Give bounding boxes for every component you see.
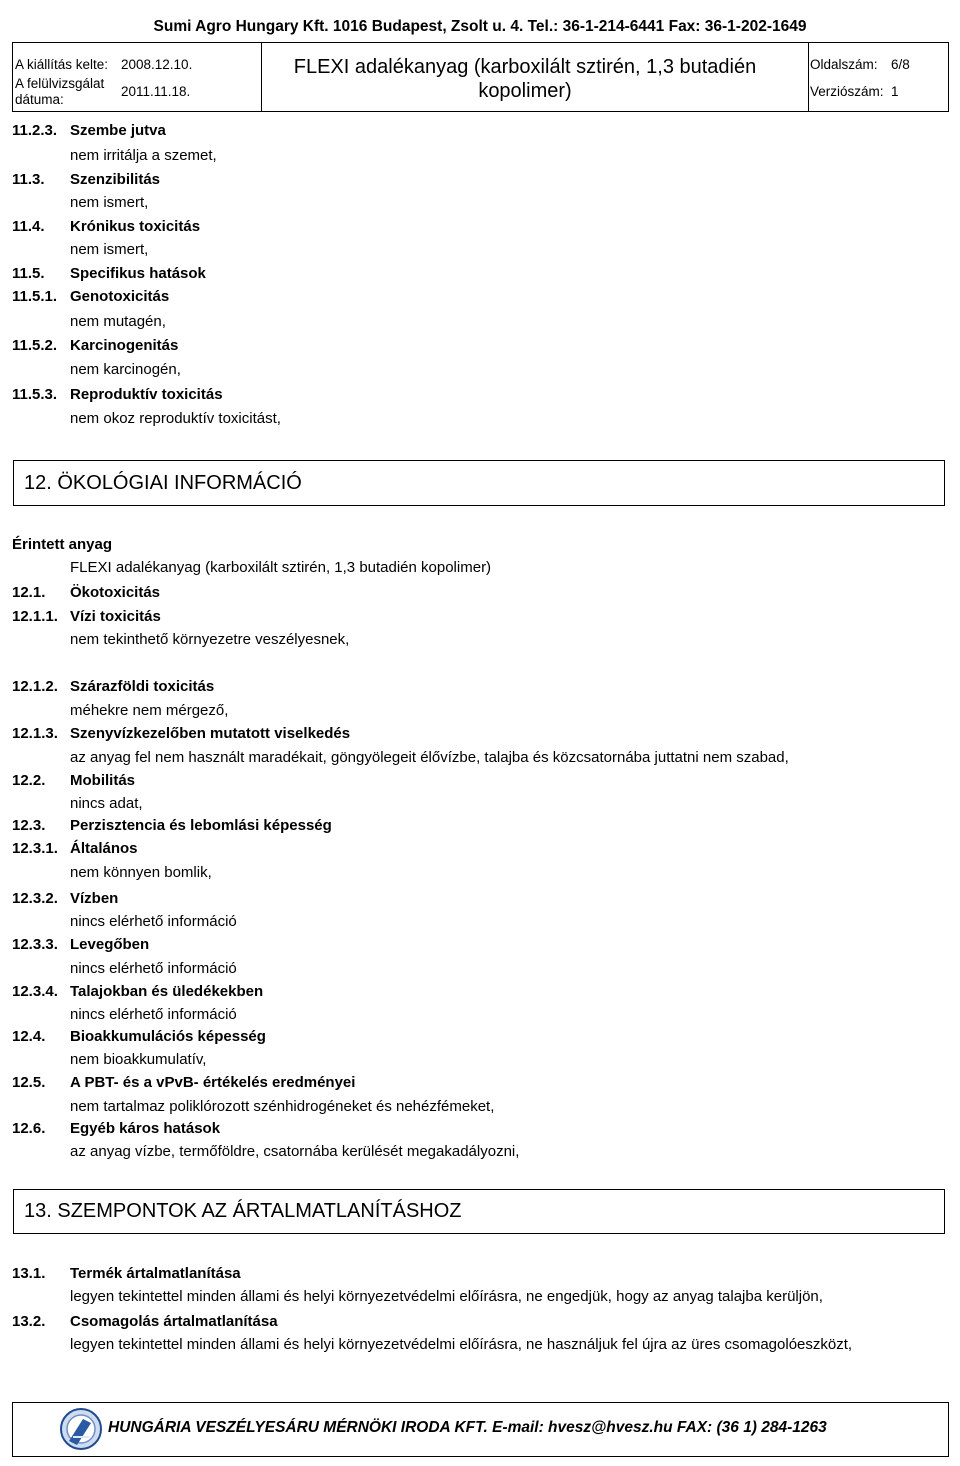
item-12-5	[12, 1073, 355, 1093]
item-number: 12.5.	[12, 1074, 46, 1091]
item-text: nem tekinthető környezetre veszélyesnek,	[70, 631, 350, 648]
item-12-1-3	[12, 724, 350, 744]
item-number: 12.2.	[12, 772, 46, 789]
item-12-2	[12, 771, 135, 791]
item-title: Vízi toxicitás	[70, 608, 161, 625]
item-title: Szembe jutva	[70, 122, 166, 139]
item-text: nincs adat,	[70, 795, 143, 812]
item-text: az anyag vízbe, termőföldre, csatornába kerülését megakadályozni,	[70, 1143, 520, 1160]
issue-date: 2008.12.10.	[121, 57, 193, 72]
header-divider	[808, 43, 809, 111]
item-title: Karcinogenitás	[70, 337, 179, 354]
item-12-3	[12, 816, 332, 836]
hvesz-logo-icon	[59, 1407, 103, 1456]
document-header	[12, 42, 949, 112]
version-label: Verziószám:	[810, 84, 884, 99]
item-number: 12.6.	[12, 1120, 46, 1137]
review-date: 2011.11.18.	[121, 84, 191, 99]
item-title: Csomagolás ártalmatlanítása	[70, 1313, 278, 1330]
product-title-line1: FLEXI adalékanyag (karboxilált sztirén, 1,3 butadién	[293, 56, 757, 78]
item-text: legyen tekintettel minden állami és helyi környezetvédelmi előírásra, ne engedjük, hogy az anyag talajba kerüljön,	[70, 1288, 823, 1305]
item-text: nem mutagén,	[70, 313, 166, 330]
item-number: 13.2.	[12, 1313, 46, 1330]
item-11-2-3	[12, 121, 166, 141]
item-11-5	[12, 264, 206, 284]
item-text: méhekre nem mérgező,	[70, 702, 229, 719]
item-number: 11.5.	[12, 265, 45, 282]
item-title: Levegőben	[70, 936, 150, 953]
item-11-5-1	[12, 287, 169, 307]
section-heading-13: 13. SZEMPONTOK AZ ÁRTALMATLANÍTÁSHOZ	[13, 1189, 945, 1234]
product-title-line2: kopolimer)	[478, 80, 572, 102]
item-number: 12.1.2.	[12, 678, 58, 695]
page-footer	[12, 1402, 949, 1457]
review-date-label-2: dátuma:	[15, 92, 64, 107]
item-12-6	[12, 1119, 220, 1139]
item-text: nem irritálja a szemet,	[70, 147, 217, 164]
item-title: Egyéb káros hatások	[70, 1120, 221, 1137]
item-11-5-3	[12, 385, 223, 405]
item-12-3-1	[12, 839, 138, 859]
review-date-label: A felülvizsgálat	[15, 76, 105, 91]
item-number: 11.5.3.	[12, 386, 58, 403]
page-number: 6/8	[891, 57, 910, 72]
item-12-3-4	[12, 982, 263, 1002]
item-number: 12.3.2.	[12, 890, 58, 907]
page-number-label: Oldalszám:	[810, 57, 878, 72]
item-title: Ökotoxicitás	[70, 584, 161, 601]
item-number: 13.1.	[12, 1265, 46, 1282]
item-number: 12.3.1.	[12, 840, 58, 857]
item-text: nem ismert,	[70, 241, 149, 258]
item-11-3	[12, 170, 160, 190]
item-number: 12.3.4.	[12, 983, 58, 1000]
company-line: Sumi Agro Hungary Kft. 1016 Budapest, Zsolt u. 4. Tel.: 36-1-214-6441 Fax: 36-1-202-1649	[153, 18, 807, 35]
item-number: 11.5.2.	[12, 337, 58, 354]
item-title: Krónikus toxicitás	[70, 218, 201, 235]
item-12-1-1	[12, 607, 161, 627]
version-number: 1	[891, 84, 899, 99]
item-text: nem ismert,	[70, 194, 149, 211]
item-title: A PBT- és a vPvB- értékelés eredményei	[70, 1074, 356, 1091]
item-title: Perzisztencia és lebomlási képesség	[70, 817, 332, 834]
item-number: 12.1.	[12, 584, 46, 601]
item-11-5-2	[12, 336, 178, 356]
affected-substance-label: Érintett anyag	[12, 536, 113, 553]
item-11-4	[12, 217, 200, 237]
item-13-1	[12, 1264, 241, 1284]
item-text: az anyag fel nem használt maradékait, göngyölegeit élővízbe, talajba és közcsatornába juttatni nem szabad,	[70, 749, 789, 766]
item-12-3-3	[12, 935, 149, 955]
product-title	[261, 55, 789, 103]
item-text: nem könnyen bomlik,	[70, 864, 212, 881]
item-text: nem bioakkumulatív,	[70, 1051, 207, 1068]
item-number: 12.3.	[12, 817, 46, 834]
item-text: nincs elérhető információ	[70, 960, 237, 977]
item-12-1	[12, 583, 160, 603]
item-text: nem karcinogén,	[70, 361, 181, 378]
item-13-2	[12, 1312, 278, 1332]
item-text: legyen tekintettel minden állami és helyi környezetvédelmi előírásra, ne használjuk fel újra az üres csomagolóeszközt,	[70, 1336, 853, 1353]
item-text: nem tartalmaz poliklórozott szénhidrogéneket és nehézfémeket,	[70, 1098, 495, 1115]
item-number: 11.4.	[12, 218, 45, 235]
item-text: nincs elérhető információ	[70, 913, 237, 930]
item-number: 11.5.1.	[12, 288, 58, 305]
item-number: 11.3.	[12, 171, 45, 188]
section-heading-12: 12. ÖKOLÓGIAI INFORMÁCIÓ	[13, 460, 945, 506]
item-title: Mobilitás	[70, 772, 136, 789]
issue-date-label: A kiállítás kelte:	[15, 57, 109, 72]
item-title: Talajokban és üledékekben	[70, 983, 264, 1000]
item-text: nincs elérhető információ	[70, 1006, 237, 1023]
item-number: 11.2.3.	[12, 122, 58, 139]
item-title: Szenzibilitás	[70, 171, 161, 188]
item-title: Termék ártalmatlanítása	[70, 1265, 241, 1282]
item-title: Vízben	[70, 890, 119, 907]
item-text: nem okoz reproduktív toxicitást,	[70, 410, 281, 427]
item-title: Szárazföldi toxicitás	[70, 678, 215, 695]
item-title: Szenyvízkezelőben mutatott viselkedés	[70, 725, 351, 742]
item-number: 12.1.1.	[12, 608, 58, 625]
item-title: Genotoxicitás	[70, 288, 170, 305]
item-12-4	[12, 1027, 266, 1047]
footer-contact: HUNGÁRIA VESZÉLYESÁRU MÉRNÖKI IRODA KFT. E-mail: hvesz@hvesz.hu FAX: (36 1) 284-1263	[108, 1419, 827, 1436]
item-number: 12.4.	[12, 1028, 46, 1045]
item-title: Bioakkumulációs képesség	[70, 1028, 266, 1045]
item-title: Általános	[70, 840, 138, 857]
item-12-3-2	[12, 889, 118, 909]
item-12-1-2	[12, 677, 214, 697]
item-number: 12.3.3.	[12, 936, 58, 953]
affected-substance-value: FLEXI adalékanyag (karboxilált sztirén, 1,3 butadién kopolimer)	[70, 559, 492, 576]
item-title: Reproduktív toxicitás	[70, 386, 223, 403]
item-number: 12.1.3.	[12, 725, 58, 742]
item-title: Specifikus hatások	[70, 265, 206, 282]
